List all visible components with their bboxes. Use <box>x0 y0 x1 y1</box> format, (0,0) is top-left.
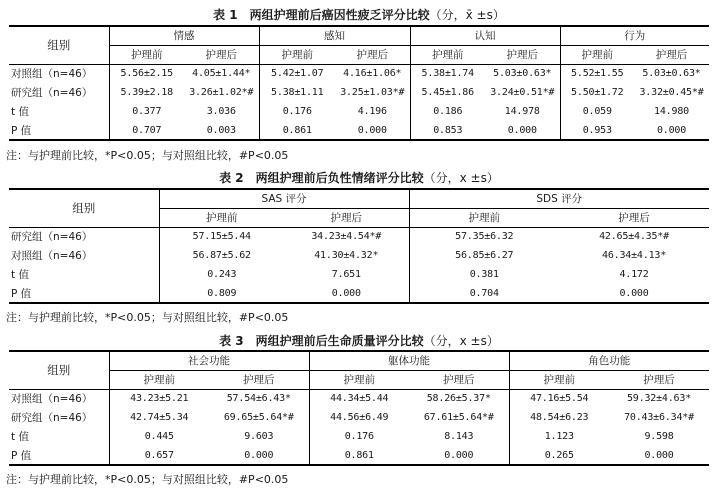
table-cell: 0.000 <box>335 121 410 140</box>
table-cell: 5.52±1.55 <box>571 68 624 80</box>
after-care-header: 护理后 <box>618 212 650 224</box>
table1-title-text: 表 1 两组护理前后癌因性疲乏评分比较 <box>213 8 430 22</box>
table-cell: 44.56±6.49 <box>330 412 389 423</box>
table-cell: 0.000 <box>485 121 560 140</box>
row-label: P 值 <box>9 446 109 465</box>
table-cell: 5.38±1.11 <box>271 87 324 98</box>
table-cell: 4.16±1.06* <box>335 64 410 83</box>
table-cell: 0.809 <box>207 287 237 299</box>
row-label: 研究组（n=46） <box>9 83 109 102</box>
table-cell: 0.000 <box>284 284 409 303</box>
table-row <box>9 427 709 446</box>
table-cell: 0.853 <box>433 124 463 136</box>
table-cell: 0.953 <box>582 124 612 136</box>
table-cell: 42.65±4.35*# <box>599 231 669 243</box>
domain-header: 社会功能 <box>109 351 309 370</box>
after-care-header: 护理后 <box>485 45 560 64</box>
before-care-header: 护理前 <box>468 212 501 224</box>
table-cell: 0.186 <box>433 106 463 117</box>
domain-header: 情感 <box>109 26 259 45</box>
table-cell: 5.38±1.74 <box>421 68 474 80</box>
table-cell: 0.861 <box>344 449 374 461</box>
group-header: 组别 <box>9 351 109 389</box>
domain-header: SDS 评分 <box>409 189 709 208</box>
table-cell: 69.65±5.64*# <box>209 408 309 427</box>
table-cell: 5.39±2.18 <box>120 87 173 98</box>
table2 <box>9 188 709 304</box>
table-cell: 47.16±5.54 <box>530 393 589 405</box>
table-cell: 42.74±5.34 <box>130 412 189 423</box>
table-cell: 0.003 <box>184 121 259 140</box>
after-care-header: 护理后 <box>335 45 410 64</box>
domain-header: 感知 <box>259 26 410 45</box>
table-cell: 3.32±0.45*# <box>639 87 704 98</box>
table-cell: 5.42±1.07 <box>271 68 324 80</box>
row-label: 对照组（n=46） <box>9 389 109 408</box>
table-cell: 34.23±4.54*# <box>284 227 409 246</box>
before-care-header: 护理前 <box>131 49 163 61</box>
table-row <box>9 408 709 427</box>
table2-note: 注：与护理前比较，*P<0.05；与对照组比较，#P<0.05 <box>6 311 289 324</box>
row-label: P 值 <box>9 121 109 140</box>
row-label: t 值 <box>9 427 109 446</box>
table-cell: 5.03±0.63* <box>642 68 701 80</box>
table-cell: 14.978 <box>485 102 560 121</box>
table3-note: 注：与护理前比较，*P<0.05；与对照组比较，#P<0.05 <box>6 473 289 486</box>
after-care-header: 护理后 <box>655 49 688 61</box>
table-cell: 0.377 <box>132 106 162 117</box>
before-care-header: 护理前 <box>432 49 464 61</box>
table-cell: 5.50±1.72 <box>571 87 624 98</box>
table-row <box>9 246 709 265</box>
row-label: 研究组（n=46） <box>9 408 109 427</box>
before-care-header: 护理前 <box>543 374 575 386</box>
table-cell: 4.05±1.44* <box>184 64 259 83</box>
row-label: t 值 <box>9 265 159 284</box>
table-cell: 0.707 <box>132 124 162 136</box>
table-cell: 0.000 <box>209 446 309 465</box>
table-cell: 70.43±6.34*# <box>624 412 694 423</box>
row-label: t 值 <box>9 102 109 121</box>
table2-title-unit: （分，x ±s） <box>423 171 499 185</box>
table-cell: 7.651 <box>284 265 409 284</box>
table-cell: 8.143 <box>409 427 509 446</box>
table-cell: 3.26±1.02*# <box>184 83 259 102</box>
table-cell: 5.45±1.86 <box>421 87 474 98</box>
before-care-header: 护理前 <box>206 212 238 224</box>
table1-note: 注：与护理前比较，*P<0.05；与对照组比较，#P<0.05 <box>6 149 289 162</box>
table-cell: 4.172 <box>619 269 649 280</box>
table-cell: 0.657 <box>144 449 174 461</box>
table-cell: 59.32±4.63* <box>626 393 692 405</box>
table1-title-unit: （分，x̄ ±s） <box>429 8 505 22</box>
before-care-header: 护理前 <box>581 49 613 61</box>
domain-header: 行为 <box>560 26 709 45</box>
before-care-header: 护理前 <box>343 374 375 386</box>
table3-title-text: 表 3 两组护理前后生命质量评分比较 <box>219 334 424 348</box>
row-label: 研究组（n=46） <box>9 227 159 246</box>
domain-header: SAS 评分 <box>159 189 409 208</box>
table-cell: 1.123 <box>544 431 574 442</box>
table-row <box>9 265 709 284</box>
domain-header: 角色功能 <box>509 351 709 370</box>
subheader-row <box>9 370 709 389</box>
group-header: 组别 <box>9 26 109 64</box>
after-care-header: 护理后 <box>184 45 259 64</box>
table-row <box>9 284 709 303</box>
table-cell: 0.059 <box>582 106 612 117</box>
table-cell: 43.23±5.21 <box>130 393 189 405</box>
table1 <box>9 25 709 141</box>
table3 <box>9 350 709 466</box>
table-cell: 0.000 <box>656 124 687 136</box>
row-label: 对照组（n=46） <box>9 246 159 265</box>
table-row <box>9 227 709 246</box>
table-cell: 9.603 <box>209 427 309 446</box>
table2-title <box>0 171 718 185</box>
table-cell: 14.980 <box>654 106 689 117</box>
domain-header: 躯体功能 <box>309 351 509 370</box>
table-row <box>9 389 709 408</box>
table-cell: 67.61±5.64*# <box>409 408 509 427</box>
row-label: P 值 <box>9 284 159 303</box>
table-cell: 0.861 <box>282 124 312 136</box>
table2-title-text: 表 2 两组护理前后负性情绪评分比较 <box>219 171 424 185</box>
table3-title-unit: （分，x ±s） <box>423 334 499 348</box>
table-row <box>9 83 709 102</box>
table-cell: 9.598 <box>644 431 674 442</box>
table-cell: 56.85±6.27 <box>455 250 514 261</box>
before-care-header: 护理前 <box>143 374 175 386</box>
table-cell: 56.87±5.62 <box>192 250 251 261</box>
table-cell: 0.265 <box>544 449 574 461</box>
before-care-header: 护理前 <box>281 49 313 61</box>
table-cell: 0.176 <box>282 106 312 117</box>
table-row <box>9 64 709 83</box>
table-cell: 3.036 <box>184 102 259 121</box>
table-cell: 5.56±2.15 <box>120 68 173 80</box>
table-row <box>9 446 709 465</box>
table-cell: 48.54±6.23 <box>530 412 589 423</box>
subheader-row <box>9 45 709 64</box>
table-cell: 44.34±5.44 <box>330 393 389 405</box>
table-cell: 57.54±6.43* <box>209 389 309 408</box>
table-cell: 41.30±4.32* <box>284 246 409 265</box>
table-cell: 0.176 <box>344 431 374 442</box>
table-cell: 5.03±0.63* <box>485 64 560 83</box>
table-cell: 0.381 <box>469 269 499 280</box>
table-cell: 4.196 <box>335 102 410 121</box>
table-cell: 0.000 <box>619 287 649 299</box>
table-cell: 3.25±1.03*# <box>335 83 410 102</box>
table-cell: 3.24±0.51*# <box>485 83 560 102</box>
after-care-header: 护理后 <box>209 370 309 389</box>
table-cell: 0.000 <box>644 449 674 461</box>
table-cell: 57.15±5.44 <box>192 231 251 243</box>
table-cell: 58.26±5.37* <box>409 389 509 408</box>
table-row <box>9 121 709 140</box>
table-cell: 46.34±4.13* <box>602 250 667 261</box>
after-care-header: 护理后 <box>409 370 509 389</box>
domain-header: 认知 <box>410 26 560 45</box>
table3-title <box>0 334 718 348</box>
table1-title <box>0 8 718 22</box>
table-cell: 0.243 <box>207 269 237 280</box>
after-care-header: 护理后 <box>284 208 409 227</box>
table-cell: 0.445 <box>144 431 174 442</box>
table-cell: 0.704 <box>469 287 499 299</box>
group-header: 组别 <box>9 189 159 227</box>
table-cell: 57.35±6.32 <box>455 231 514 243</box>
table-cell: 0.000 <box>409 446 509 465</box>
table-row <box>9 102 709 121</box>
after-care-header: 护理后 <box>643 374 675 386</box>
row-label: 对照组（n=46） <box>9 64 109 83</box>
